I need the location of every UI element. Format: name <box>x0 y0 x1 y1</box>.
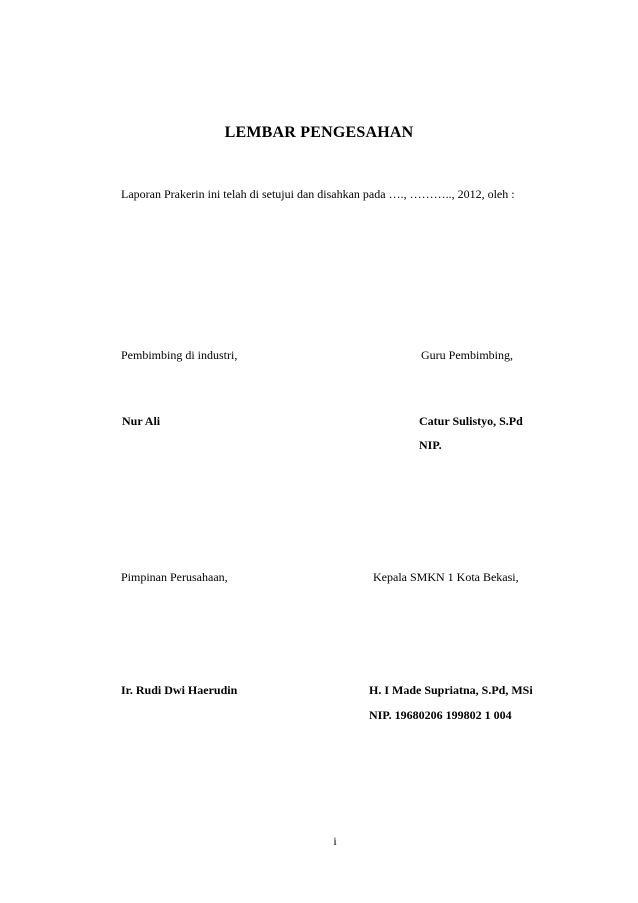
school-head-nip: NIP. 19680206 199802 1 004 <box>369 708 512 722</box>
company-head-name: Ir. Rudi Dwi Haerudin <box>121 683 238 697</box>
page-title: LEMBAR PENGESAHAN <box>224 124 414 141</box>
school-head-name: H. I Made Supriatna, S.Pd, MSi <box>369 683 533 697</box>
school-head-role: Kepala SMKN 1 Kota Bekasi, <box>373 570 519 584</box>
teacher-supervisor-nip: NIP. <box>419 438 442 452</box>
industry-supervisor-role: Pembimbing di industri, <box>121 348 238 362</box>
page-number: i <box>333 834 337 848</box>
approval-statement: Laporan Prakerin ini telah di setujui dan disahkan pada …., ……….., 2012, oleh : <box>121 187 515 201</box>
company-head-role: Pimpinan Perusahaan, <box>121 570 228 584</box>
teacher-supervisor-role: Guru Pembimbing, <box>421 348 513 362</box>
teacher-supervisor-name: Catur Sulistyo, S.Pd <box>419 414 523 428</box>
industry-supervisor-name: Nur Ali <box>122 414 161 428</box>
